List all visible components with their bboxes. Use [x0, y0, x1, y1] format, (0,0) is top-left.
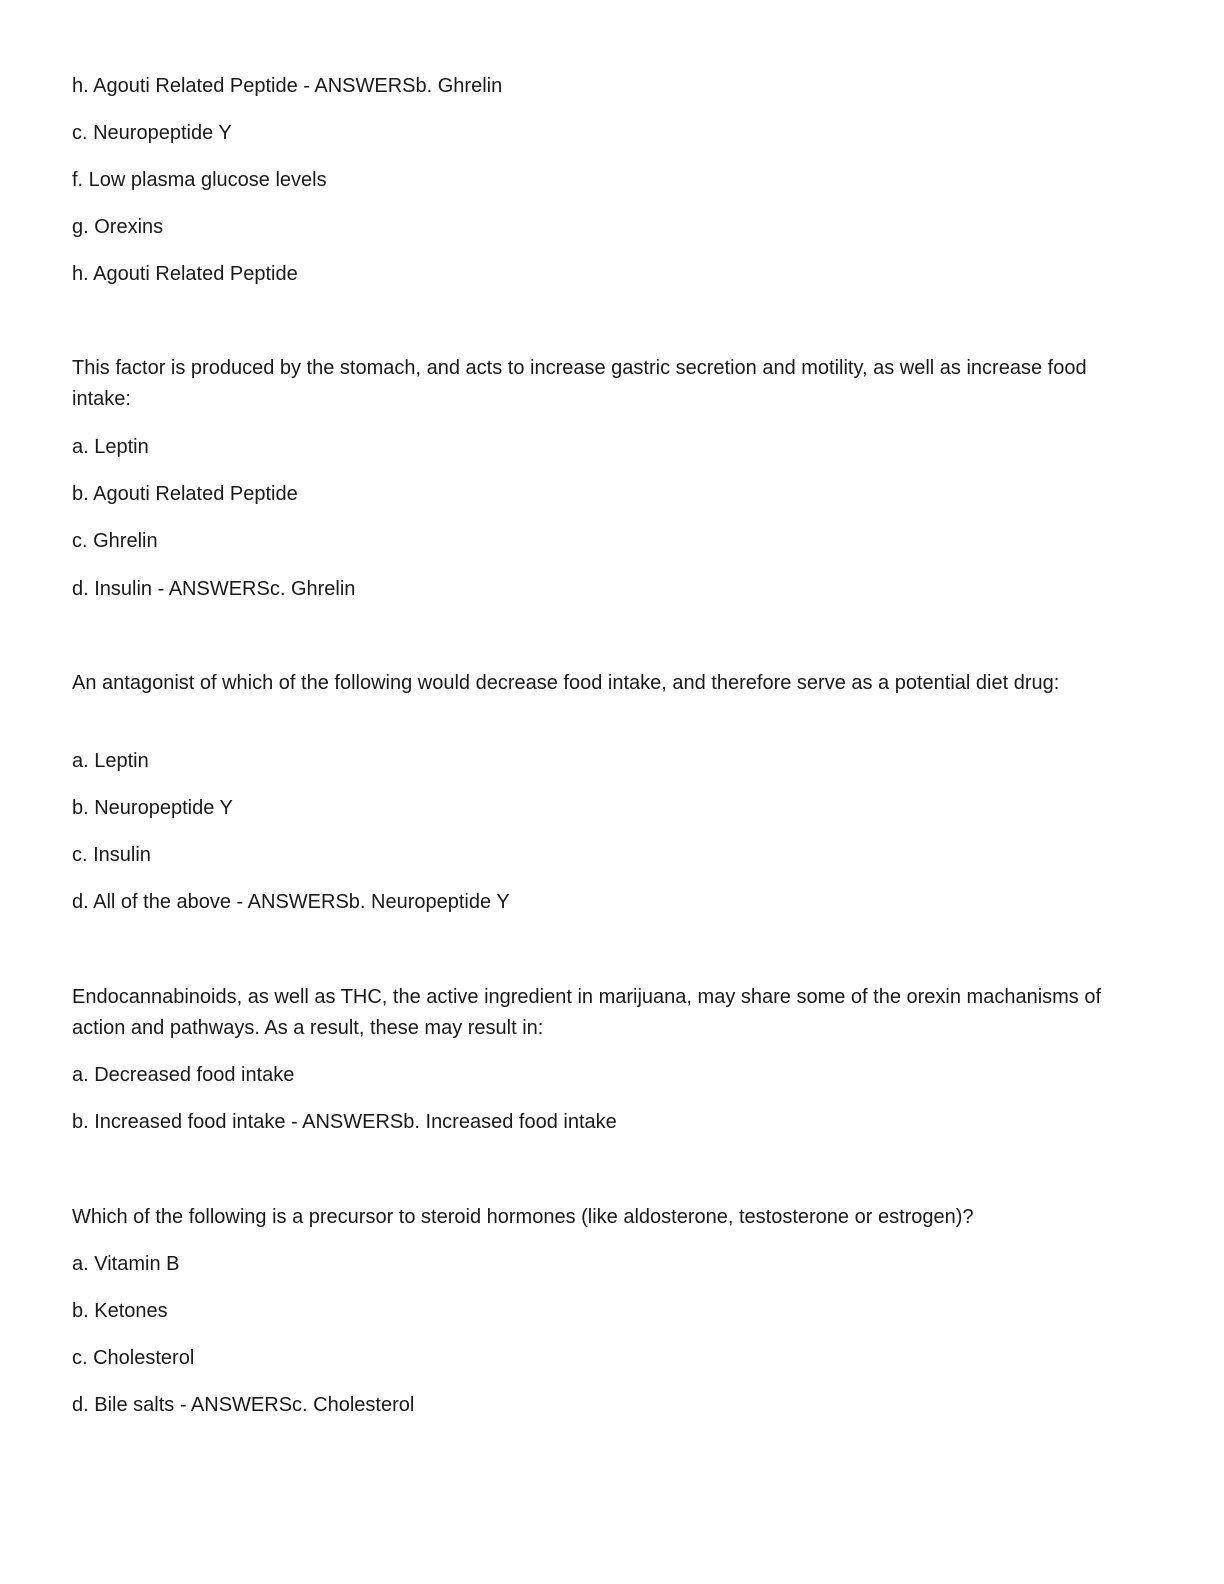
question-stem: Endocannabinoids, as well as THC, the active ingredient in marijuana, may share some of the orexin machanisms of action and pathways. As a result, these may result in: — [72, 986, 1102, 1039]
answer-option: b. Increased food intake - ANSWERSb. Increased food intake — [72, 1111, 617, 1133]
text-line: c. Neuropeptide Y — [72, 122, 232, 144]
answer-option: a. Leptin — [72, 750, 149, 772]
answer-option: b. Agouti Related Peptide — [72, 483, 298, 505]
question-stem: This factor is produced by the stomach, and acts to increase gastric secretion and motility, as well as increase food intake: — [72, 357, 1087, 410]
text-line: f. Low plasma glucose levels — [72, 169, 327, 191]
answer-option: c. Ghrelin — [72, 530, 158, 552]
text-line: g. Orexins — [72, 216, 164, 238]
text-line: h. Agouti Related Peptide — [72, 263, 298, 285]
answer-option: b. Ketones — [72, 1300, 168, 1322]
answer-option: b. Neuropeptide Y — [72, 797, 233, 819]
answer-option: c. Cholesterol — [72, 1347, 195, 1369]
answer-option: c. Insulin — [72, 844, 151, 866]
answer-option: a. Leptin — [72, 436, 149, 458]
question-stem: Which of the following is a precursor to steroid hormones (like aldosterone, testosterone or estrogen)? — [72, 1206, 974, 1228]
answer-option: a. Vitamin B — [72, 1253, 180, 1275]
answer-option: d. Insulin - ANSWERSc. Ghrelin — [72, 578, 356, 600]
question-stem: An antagonist of which of the following would decrease food intake, and therefore serve as a potential diet drug: — [72, 672, 1060, 694]
answer-option: d. All of the above - ANSWERSb. Neuropeptide Y — [72, 891, 510, 913]
answer-option: a. Decreased food intake — [72, 1064, 295, 1086]
answer-option: d. Bile salts - ANSWERSc. Cholesterol — [72, 1394, 415, 1416]
text-line: h. Agouti Related Peptide - ANSWERSb. Ghrelin — [72, 75, 503, 97]
